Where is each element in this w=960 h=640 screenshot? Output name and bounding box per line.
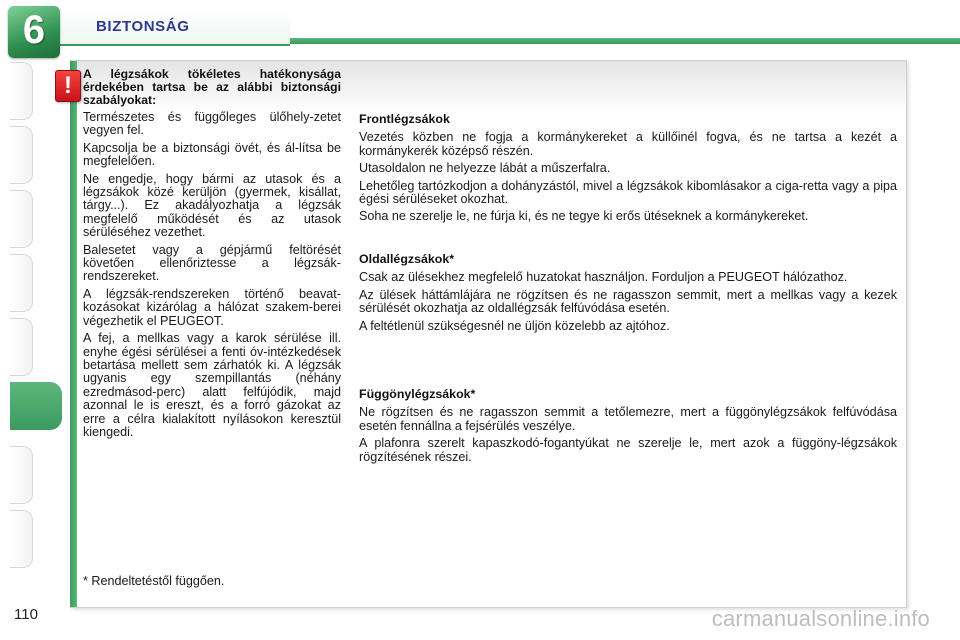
section-paragraph: A plafonra szerelt kapaszkodó-fogantyúkat ne szerelje le, mert azok a függöny-légzsákok rögzítésének részei. <box>359 436 897 464</box>
front-airbags-section <box>359 113 897 228</box>
chapter-tab[interactable] <box>10 446 33 504</box>
section-paragraph: Lehetőleg tartózkodjon a dohányzástól, mivel a légzsákok kibomlásakor a ciga-retta vagy a pipa égési sérüléseket okozhat. <box>359 178 897 207</box>
safety-paragraph: Kapcsolja be a biztonsági övét, és ál-lítsa be megfelelően. <box>83 140 341 169</box>
panel-green-edge <box>70 61 77 607</box>
page-number: 110 <box>14 606 38 623</box>
section-paragraph: Utasoldalon ne helyezze lábát a műszerfalra. <box>359 161 611 176</box>
safety-paragraph: Természetes és függőleges ülőhely-zetet vegyen fel. <box>83 110 341 138</box>
safety-paragraph: A légzsák-rendszereken történő beavat-kozásokat kizárólag a hálózat szakem-berei végezhetik el PEUGEOT. <box>83 286 341 328</box>
side-airbags-section <box>359 253 897 337</box>
chapter-tab[interactable] <box>10 126 33 184</box>
chapter-tab[interactable] <box>10 318 33 376</box>
safety-rules-column <box>83 68 341 443</box>
safety-intro: A légzsákok tökéletes hatékonysága érdekében tartsa be az alábbi biztonsági szabályokat: <box>83 67 341 107</box>
section-title: Frontlégzsákok <box>359 112 450 126</box>
safety-paragraph: Ne engedje, hogy bármi az utasok és a légzsákok közé kerüljön (gyermek, kisállat, tárgy...). Ez akadályozhatja a légzsák megfelelő működését és az utasok sérüléséhez vezethet. <box>83 171 341 240</box>
chapter-tab[interactable] <box>10 254 33 312</box>
chapter-tab-active[interactable] <box>10 382 62 430</box>
chapter-tab[interactable] <box>10 190 33 248</box>
curtain-airbags-section <box>359 388 897 468</box>
chapter-badge <box>8 6 60 58</box>
section-paragraph: Az ülések háttámlájára ne rögzítsen és ne ragasszon semmit, mert a mellkas vagy a kezek sérülését okozhatja az oldallégzsák felfúvódása esetén. <box>359 287 897 316</box>
chapter-tab[interactable] <box>10 510 33 568</box>
section-title: Oldallégzsákok* <box>359 252 455 266</box>
watermark: carmanualsonline.info <box>711 606 930 631</box>
safety-paragraph: A fej, a mellkas vagy a karok sérülése ill. enyhe égési sérülései a fenti óv-intézkedések betartása mellett sem zárhatók ki. A légzsák ugyanis egy szempillantás (néhány ezredmásod-perc) alatt felfújódik, majd azonnal le is ereszt, és a forró gázokat az erre a célra kialakított nyílásokon keresztül kiengedi. <box>83 331 341 439</box>
section-paragraph: Csak az ülésekhez megfelelő huzatokat használjon. Forduljon a PEUGEOT hálózathoz. <box>359 270 848 285</box>
section-paragraph: Soha ne szerelje le, ne fúrja ki, és ne tegye ki erős ütéseknek a kormánykereket. <box>359 209 809 224</box>
chapter-number: 6 <box>22 8 46 52</box>
safety-paragraph: Balesetet vagy a gépjármű feltörését követően ellenőriztesse a légzsák-rendszereket. <box>83 242 341 284</box>
exclamation-warning-icon <box>55 70 81 102</box>
warning-glyph: ! <box>64 72 72 99</box>
chapter-title: BIZTONSÁG <box>96 18 190 35</box>
chapter-tabs-rail <box>10 62 32 574</box>
section-paragraph: Ne rögzítsen és ne ragasszon semmit a tetőlemezre, mert a függönylégzsákok felfúvódása esetén fennállna a fejsérülés veszélye. <box>359 405 897 433</box>
footnote: * Rendeltetéstől függően. <box>83 574 225 588</box>
chapter-header <box>0 0 960 52</box>
chapter-tab[interactable] <box>10 62 33 120</box>
section-paragraph: A feltétlenül szükségesnél ne üljön közelebb az ajtóhoz. <box>359 318 670 333</box>
section-paragraph: Vezetés közben ne fogja a kormánykereket a küllőinél fogva, és ne tartsa a kezét a kormánykerék középső részén. <box>359 130 897 158</box>
section-title: Függönylégzsákok* <box>359 387 476 401</box>
